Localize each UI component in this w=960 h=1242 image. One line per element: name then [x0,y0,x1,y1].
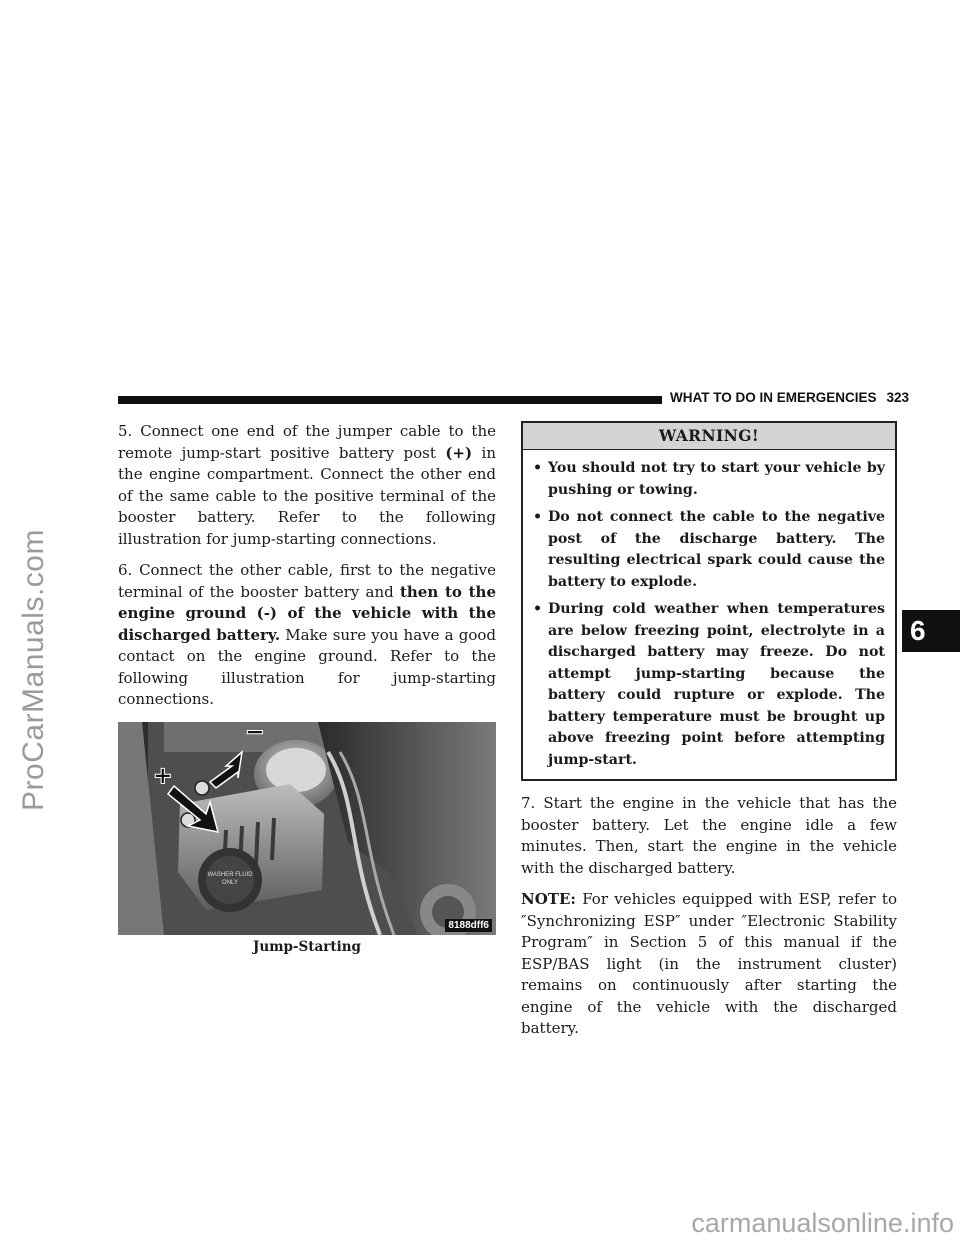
jump-starting-photo [118,722,496,935]
page-number: 323 [886,390,910,405]
plus-label: + [154,759,172,793]
ground-post [195,781,209,795]
warning-title: WARNING! [523,423,895,450]
warning-item: • You should not try to start your vehicle by pushing or towing. [533,460,885,498]
right-column [521,421,897,1050]
running-header [670,390,909,405]
engine-bay-illustration [118,722,496,935]
header-rule [118,396,662,404]
reservoir-label: WASHER FLUID [207,871,253,878]
header-title: WHAT TO DO IN EMERGENCIES [670,390,877,405]
side-watermark [4,420,64,920]
engine-ground-emphasis: then to the engine ground (-) of the vehicle with the discharged battery. [118,582,496,644]
bottom-watermark: carmanualsonline.info [691,1208,954,1238]
step-5-paragraph: 5. Connect one end of the jumper cable to the remote jump-start positive battery post (+) in the engine compartment. Connect the other end of the same cable to the positive terminal of the booster battery. Refer to the following illustration for jump-starting connections. [118,422,497,548]
left-column [118,421,496,955]
note-label: NOTE: [521,890,576,908]
step-6-paragraph: 6. Connect the other cable, first to the negative terminal of the booster battery and then to the engine ground (-) of the vehicle with the discharged battery. Make sure you have a good contact on the engine ground. Refer to the following illustration for jump-starting connections. [118,561,496,708]
minus-label: − [246,721,264,749]
section-tab: 6 [902,610,960,652]
step-7-paragraph: 7. Start the engine in the vehicle that has the booster battery. Let the engine idle a few minutes. Then, start the engine in the vehicle with the discharged battery. [521,794,897,877]
warning-box [521,421,897,781]
figure-code: 8188dff6 [445,919,492,932]
warning-list [523,450,895,779]
bullet-icon: • [533,509,543,525]
warning-item: • Do not connect the cable to the negative post of the discharge battery. The resulting electrical spark could cause the battery to explode. [533,509,885,590]
bullet-icon: • [533,460,543,476]
reservoir-label-2: ONLY [222,879,238,886]
figure-caption: Jump-Starting [253,938,361,955]
bullet-icon: • [533,601,543,617]
note-paragraph: NOTE: For vehicles equipped with ESP, refer to ″Synchronizing ESP″ under ″Electronic Stability Program″ in Section 5 of this manual if the ESP/BAS light (in the instrument cluster) remains on continuously after starting the engine of the vehicle with the discharged battery. [521,890,897,1037]
side-watermark-text: ProCarManuals.com [17,529,50,811]
positive-post-symbol: (+) [445,443,473,462]
warning-item: • During cold weather when temperatures are below freezing point, electrolyte in a discharged battery may freeze. Do not attempt jump-starting because the battery could rupture or explode. The battery temperature must be brought up above freezing point before attempting jump-start. [533,601,885,768]
